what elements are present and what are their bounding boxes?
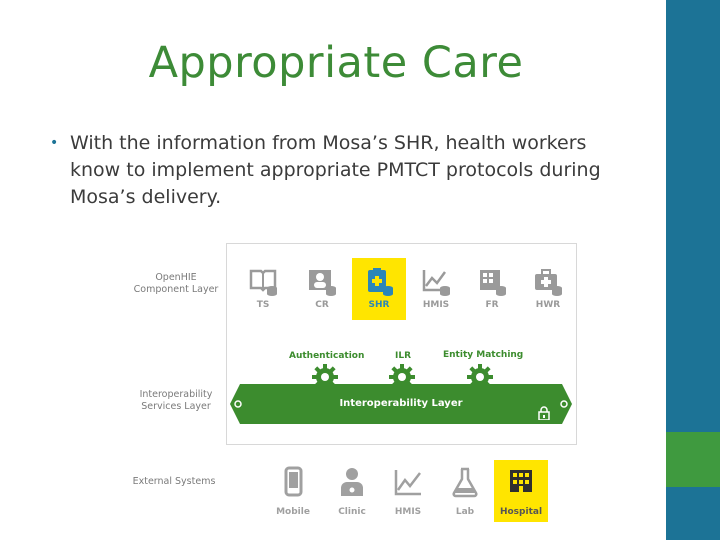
interoperability-layer-label: Interoperability Layer — [339, 398, 463, 409]
building-database-icon — [477, 266, 507, 296]
component-label: CR — [315, 300, 329, 310]
external-systems-label: External Systems — [132, 476, 216, 487]
component-hmis — [409, 258, 463, 320]
component-layer-label: OpenHIE Component Layer — [133, 272, 219, 295]
component-label: HMIS — [422, 300, 450, 310]
component-cr — [295, 258, 349, 320]
services-layer-label: Interoperability Services Layer — [139, 389, 213, 412]
component-label: TS — [256, 300, 270, 310]
external-label: Mobile — [276, 507, 310, 517]
book-database-icon — [248, 266, 278, 296]
service-label-ilr: ILR — [395, 351, 412, 361]
hospital-building-icon — [506, 466, 536, 498]
external-label: HMIS — [394, 507, 422, 517]
person-card-database-icon — [307, 266, 337, 296]
component-hwr — [521, 258, 575, 320]
bullet-text: With the information from Mosa’s SHR, health workers know to implement appropriate PMTCT protocols during Mosa’s delivery. — [70, 132, 601, 208]
medical-clipboard-database-icon — [364, 266, 394, 296]
mobile-phone-icon — [278, 466, 308, 498]
external-hospital — [494, 460, 548, 522]
side-accent-block — [666, 432, 720, 487]
slide-title: Appropriate Care — [148, 38, 524, 88]
medical-bag-database-icon — [533, 266, 563, 296]
component-label: SHR — [368, 300, 390, 310]
external-label: Clinic — [338, 507, 366, 517]
component-label: HWR — [535, 300, 561, 310]
service-label-authentication: Authentication — [289, 351, 365, 361]
flask-icon — [450, 466, 480, 498]
bullet-marker: • — [50, 135, 59, 151]
chart-icon — [393, 466, 423, 498]
external-mobile — [266, 460, 320, 522]
component-shr — [352, 258, 406, 320]
component-ts — [236, 258, 290, 320]
external-clinic — [325, 460, 379, 522]
lock-icon — [538, 406, 550, 420]
component-label: FR — [485, 300, 499, 310]
external-label: Lab — [455, 507, 475, 517]
chart-database-icon — [421, 266, 451, 296]
component-fr — [465, 258, 519, 320]
external-lab — [438, 460, 492, 522]
external-label: Hospital — [499, 507, 543, 517]
service-label-entity-matching: Entity Matching — [443, 350, 524, 360]
external-hmis — [381, 460, 435, 522]
doctor-icon — [337, 466, 367, 498]
